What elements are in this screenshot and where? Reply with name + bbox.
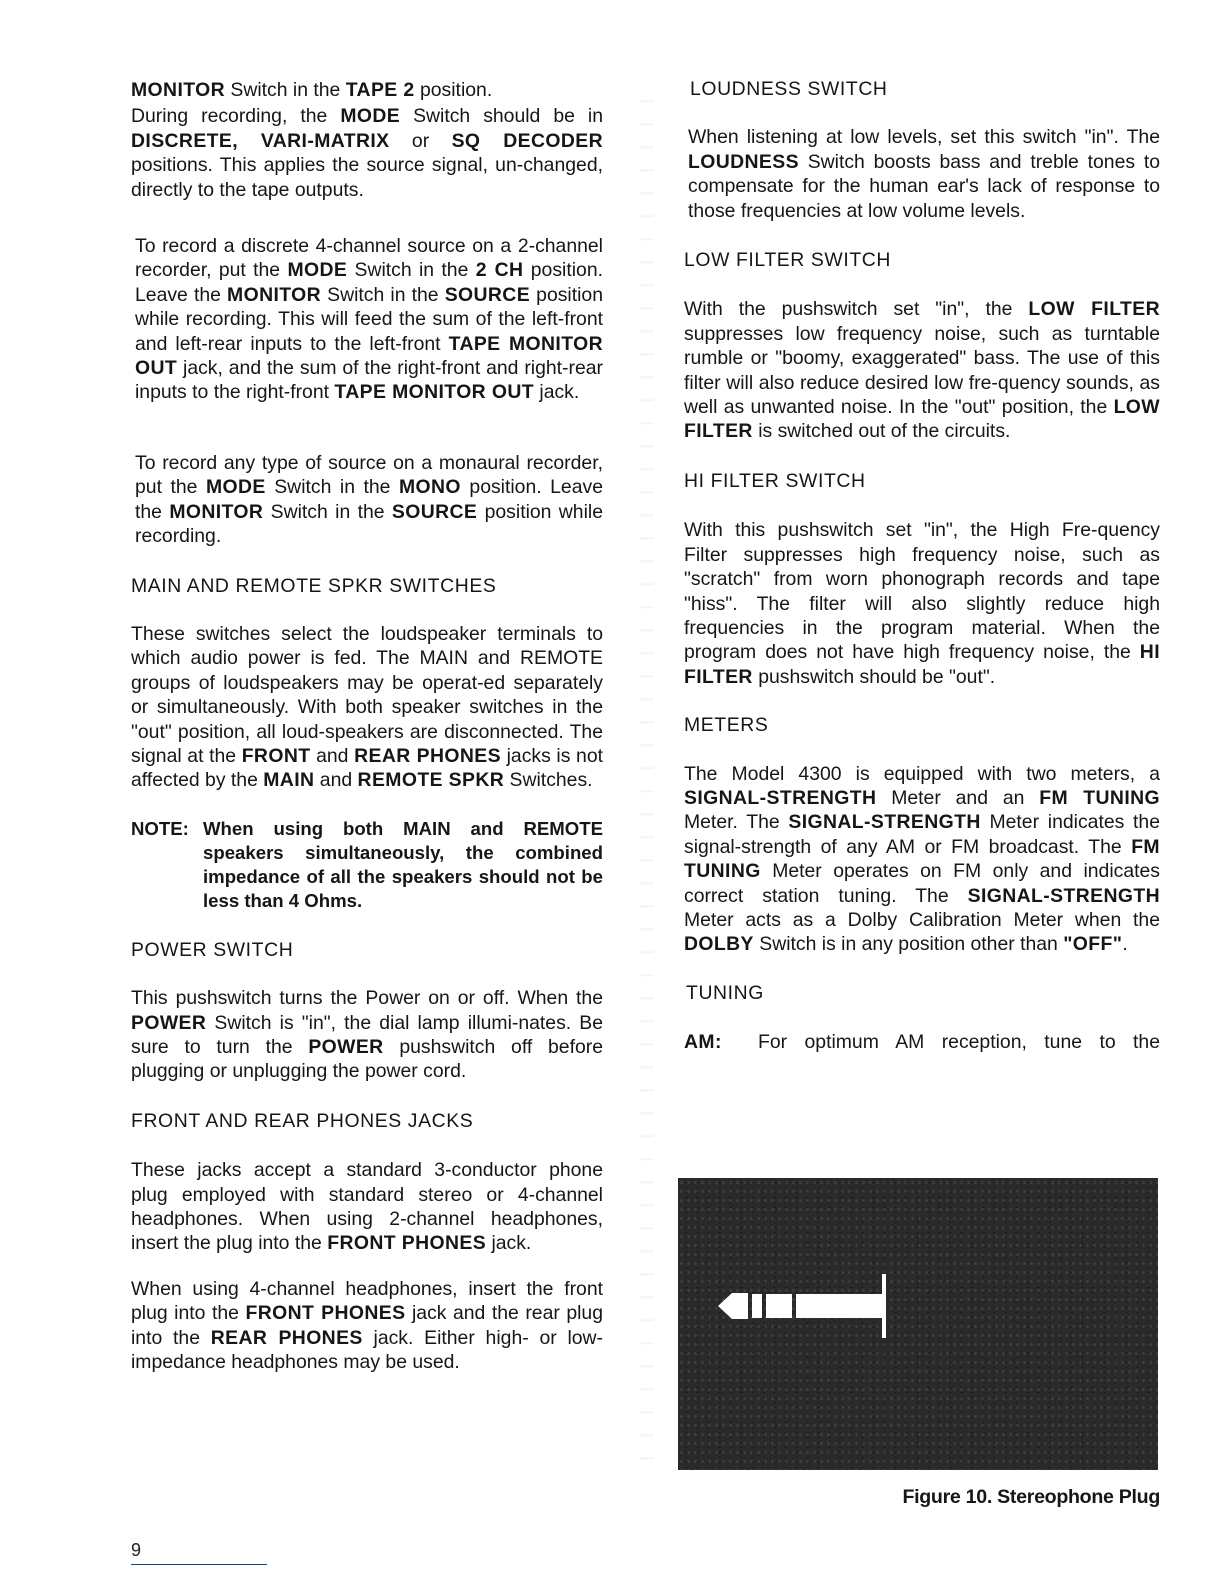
heading-speaker-switches: MAIN AND REMOTE SPKR SWITCHES bbox=[131, 574, 497, 597]
am-text: For optimum AM reception, tune to the bbox=[758, 1031, 1160, 1054]
text-run: position. Leave the bbox=[135, 259, 603, 306]
figure-stereophone-plug bbox=[678, 1178, 1158, 1470]
text-run: position. Leave the bbox=[135, 476, 603, 523]
bold-term: LOW FILTER bbox=[684, 396, 1160, 443]
text-run: pushswitch should be "out". bbox=[752, 665, 996, 688]
text-run: position while recording. This will feed the sum of the left-front and left-rear inputs to the left-front bbox=[135, 283, 603, 355]
bold-term: MONITOR bbox=[131, 79, 226, 101]
text-run: Switch boosts bass and treble tones to compensate for the human ear's lack of response to those frequencies at low volume levels. bbox=[688, 150, 1160, 222]
text-run: Meter acts as a Dolby Calibration Meter when the bbox=[684, 908, 1160, 931]
bold-term: POWER bbox=[308, 1035, 384, 1058]
bold-term: MAIN bbox=[263, 769, 315, 792]
bold-term: TAPE MONITOR OUT bbox=[135, 332, 604, 380]
right-column bbox=[684, 76, 1160, 1055]
heading-hi-filter: HI FILTER SWITCH bbox=[684, 469, 866, 492]
note-impedance bbox=[131, 817, 603, 913]
text-run: jack. bbox=[534, 381, 580, 404]
bold-term: MONITOR bbox=[227, 283, 322, 306]
heading-low-filter: LOW FILTER SWITCH bbox=[684, 249, 891, 272]
text-run: When using 4-channel headphones, insert the front plug into the bbox=[131, 1277, 603, 1325]
bold-term: REAR PHONES bbox=[354, 744, 501, 767]
text-run: Meter indicates the signal-strength of any AM or FM broadcast. The bbox=[684, 811, 1160, 858]
bold-term: MONO bbox=[398, 476, 461, 499]
text-run: When listening at low levels, set this switch "in". The bbox=[688, 126, 1160, 149]
text-run: During recording, the bbox=[131, 105, 341, 128]
paragraph-monitor-tape2 bbox=[131, 78, 603, 102]
bold-term: DOLBY bbox=[684, 933, 754, 956]
text-run: position while recording. bbox=[135, 500, 603, 548]
paragraph-speaker-switches bbox=[131, 622, 603, 793]
heading-tuning: TUNING bbox=[686, 981, 764, 1004]
stereophone-plug-illustration bbox=[678, 1178, 1158, 1470]
bold-term: TAPE 2 bbox=[345, 79, 415, 101]
page-gutter bbox=[640, 80, 654, 1480]
text-run: Switch in the bbox=[347, 259, 476, 282]
text-run: These jacks accept a standard 3-conductor phone plug employed with standard stereo or 4-channel headphones. When using 2-channel headphones, insert the plug into the bbox=[131, 1159, 603, 1255]
bold-term: FRONT PHONES bbox=[327, 1232, 487, 1255]
paragraph-mono-recorder bbox=[131, 451, 603, 549]
figure-caption: Figure 10. Stereophone Plug bbox=[902, 1486, 1160, 1508]
bold-term: SOURCE bbox=[391, 500, 478, 523]
text-run: suppresses low frequency noise, such as turntable rumble or "boomy, exaggerated" bass. The use of this filter will also reduce desired low fre-quency sounds, as well as unwanted noise. In the "out" position, the bbox=[684, 322, 1160, 419]
text-run: jack, and the sum of the right-front and right-rear inputs to the right-front bbox=[135, 357, 603, 404]
bold-term: SOURCE bbox=[444, 283, 531, 306]
paragraph-hi-filter bbox=[684, 518, 1160, 689]
bold-term: FRONT bbox=[241, 744, 311, 767]
text-run: These switches select the loudspeaker terminals to which audio power is fed. The MAIN and REMOTE groups of loudspeakers may be operat-ed separately or simultaneously. With both speaker switches in the "out" position, all loud-speakers are disconnected. The signal at the bbox=[131, 622, 603, 767]
text-run: jack. Either high- or low-impedance headphones may be used. bbox=[131, 1326, 603, 1374]
bold-term: MONITOR bbox=[169, 500, 264, 523]
plug-ring-2 bbox=[766, 1294, 792, 1318]
text-run: This pushswitch turns the Power on or off. When the bbox=[131, 987, 603, 1010]
paragraph-am-tuning bbox=[684, 1030, 1160, 1054]
text-run: and bbox=[314, 769, 358, 792]
paragraph-low-filter bbox=[684, 297, 1160, 443]
text-run: and bbox=[310, 744, 355, 767]
heading-power-switch: POWER SWITCH bbox=[131, 938, 294, 961]
text-run: Meter. The bbox=[684, 811, 789, 834]
plug-ring-1 bbox=[752, 1294, 762, 1318]
text-run: position. bbox=[414, 79, 493, 101]
bold-term: 2 CH bbox=[475, 259, 524, 282]
text-run: is switched out of the circuits. bbox=[752, 420, 1011, 443]
text-run: Switch in the bbox=[225, 79, 346, 101]
text-run: To record any type of source on a monaural recorder, put the bbox=[135, 451, 603, 499]
bold-term: REMOTE SPKR bbox=[357, 769, 505, 792]
bold-term: DISCRETE, VARI-MATRIX bbox=[131, 129, 390, 152]
note-text: When using both MAIN and REMOTE speakers simultaneously, the combined impedance of all the speakers should not be less than 4 Ohms. bbox=[203, 817, 603, 911]
paragraph-recording-mode bbox=[131, 104, 603, 202]
text-run: The Model 4300 is equipped with two meters, a bbox=[684, 762, 1160, 785]
paragraph-loudness bbox=[684, 125, 1160, 223]
text-run: With this pushswitch set "in", the High Fre-quency Filter suppresses high frequency noise, such as "scratch" from worn phonograph records and tape "hiss". The filter will also slightly reduce high frequencies in the program material. When the program does not have high frequency noise, the bbox=[684, 519, 1160, 664]
text-run: With the pushswitch set "in", the bbox=[684, 298, 1029, 321]
heading-loudness-switch: LOUDNESS SWITCH bbox=[690, 78, 888, 100]
bold-term: SIGNAL-STRENGTH bbox=[788, 811, 981, 834]
text-run: jacks is not affected by the bbox=[131, 744, 603, 792]
text-run: Switch in the bbox=[265, 476, 399, 499]
text-run: jack. bbox=[486, 1232, 532, 1255]
bold-term: SQ DECODER bbox=[451, 129, 603, 152]
bold-term: FM TUNING bbox=[684, 835, 1160, 883]
paragraph-phones-4ch bbox=[131, 1277, 603, 1375]
plug-collar bbox=[882, 1274, 886, 1338]
text-run: . bbox=[1122, 933, 1128, 956]
text-run: Switch is in any position other than bbox=[753, 933, 1064, 956]
bold-term: SIGNAL-STRENGTH bbox=[684, 786, 877, 809]
bold-term: FM TUNING bbox=[1039, 786, 1160, 809]
bold-term: HI FILTER bbox=[684, 641, 1160, 688]
heading-meters: METERS bbox=[684, 714, 769, 737]
left-column bbox=[131, 76, 603, 1374]
text-run: Meter and an bbox=[876, 786, 1040, 809]
bold-term: POWER bbox=[131, 1011, 207, 1034]
paragraph-phones-2ch bbox=[131, 1158, 603, 1256]
bold-term: LOUDNESS bbox=[688, 150, 799, 173]
paragraph-discrete-2ch bbox=[131, 234, 603, 405]
bold-term: TAPE MONITOR OUT bbox=[334, 381, 534, 404]
bold-term: MODE bbox=[340, 105, 401, 128]
text-run: Switch in the bbox=[263, 500, 392, 523]
bold-term: REAR PHONES bbox=[210, 1326, 363, 1349]
text-run: Switch should be in bbox=[400, 105, 604, 128]
bold-term: FRONT PHONES bbox=[245, 1302, 406, 1325]
bold-term: MODE bbox=[287, 259, 348, 282]
text-run: Switch is "in", the dial lamp illumi-nates. Be sure to turn the bbox=[131, 1011, 603, 1058]
bold-term: SIGNAL-STRENGTH bbox=[967, 884, 1160, 907]
plug-sleeve bbox=[796, 1294, 882, 1318]
text-run: Switch in the bbox=[321, 283, 445, 306]
paragraph-power-switch bbox=[131, 986, 603, 1084]
text-run: Meter operates on FM only and indicates correct station tuning. The bbox=[684, 860, 1160, 907]
text-run: To record a discrete 4-channel source on a 2-channel recorder, put the bbox=[135, 235, 603, 282]
heading-phones-jacks: FRONT AND REAR PHONES JACKS bbox=[131, 1109, 474, 1132]
page-number: 9 bbox=[131, 1536, 267, 1565]
note-label: NOTE: bbox=[131, 817, 189, 839]
text-run: or bbox=[389, 129, 452, 152]
plug-icon bbox=[718, 1274, 886, 1338]
text-run: pushswitch off before plugging or unplugging the power cord. bbox=[131, 1035, 603, 1083]
bold-term: "OFF" bbox=[1063, 933, 1123, 956]
plug-tip-arrow bbox=[718, 1293, 748, 1319]
paragraph-meters bbox=[684, 762, 1160, 957]
bold-term: LOW FILTER bbox=[1028, 298, 1160, 321]
am-label: AM: bbox=[684, 1031, 722, 1054]
text-run: Switches. bbox=[504, 769, 593, 792]
text-run: jack and the rear plug into the bbox=[131, 1302, 604, 1349]
bold-term: MODE bbox=[205, 476, 266, 499]
text-run: positions. This applies the source signal, un-changed, directly to the tape outputs. bbox=[131, 154, 603, 201]
